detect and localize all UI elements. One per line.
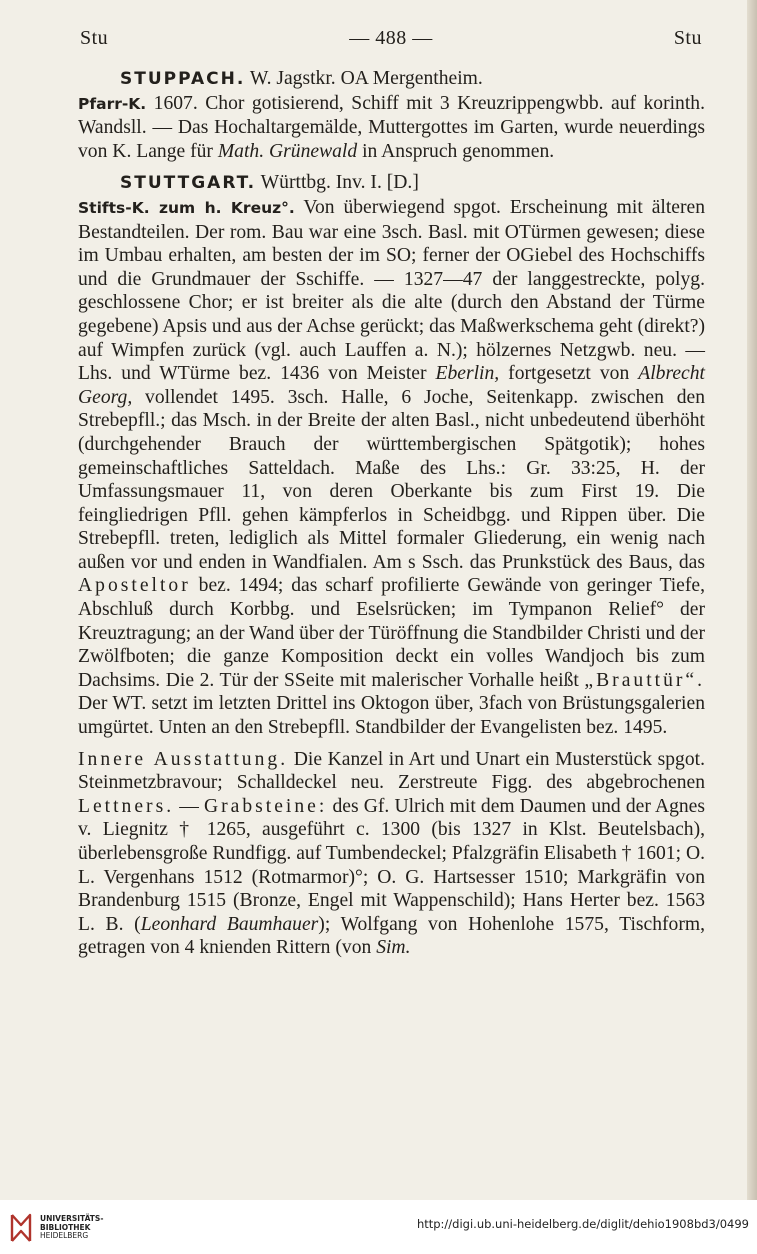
entry-text: fortgesetzt von [499,363,639,385]
page-edge-shadow [747,0,757,1200]
entry-stuttgart [78,171,705,739]
viewer-footer [0,1200,757,1254]
artist-name: Leonhard Baumhauer [140,913,319,935]
entry-text: Von überwiegend spgot. Erscheinung mit älteren Bestandteilen. Der rom. Bau war eine 3sch. Basl. mit OTürmen gewesen; diese im Umbau erhalten, am besten der im SO; ferner der OGiebel des Hochschiffs und die Grundmauer der Sschiffe. — 1327—47 der langgestreckte, polyg. geschlossene Chor; er ist breiter als die alte (durch den Abstand der Türme gegebene) Apsis und aus der Achse gerückt; das Maßwerkschema geht (direkt?) auf Wimpfen zurück (vgl. auch Lauffen a. N.); hölzernes Netzgwb. neu. — Lhs. und WTürme bez. 1436 von Meister [78,196,705,385]
permalink-url[interactable]: http://digi.ub.uni-heidelberg.de/diglit/dehio1908bd3/0499 [416,1217,749,1231]
entry-text: — [174,795,204,817]
entry-text: Der WT. setzt im letzten Drittel ins Oktogon über, 3fach von Brüstungsgalerien umgürtet. Unten an den Strebepfll. Standbilder der Evangelisten bez. 1495. [78,693,705,739]
entry-label: Stifts-K. zum h. Kreuz°. [78,198,295,217]
artist-name: Eberlin, [435,363,500,385]
logo-line: UNIVERSITÄTS- [40,1214,104,1223]
body-text [78,67,705,960]
entry-label: Pfarr-K. [78,94,147,113]
spaced-term: Grabsteine: [204,795,328,817]
entry-text: 1607. Chor gotisierend, Schiff mit 3 Kreuzrippengwbb. auf korinth. Wandsll. — Das Hochaltargemälde, Muttergottes im Garten, wurde neuerdings von K. Lange für [78,92,705,162]
entry-title: STUTTGART. [120,173,257,194]
page-number: — 488 — [349,27,433,49]
running-head-left: Stu [80,27,109,49]
library-logo-text [40,1215,103,1241]
entry-title: STUPPACH. [120,69,246,89]
artist-name: Albrecht Georg, [78,363,705,408]
entry-location: W. Jagstkr. OA Mergentheim. [245,68,483,89]
section-heading: Innere Ausstattung. [78,748,289,770]
entry-text: vollendet 1495. 3sch. Halle, 6 Joche, Seitenkapp. zwischen den Strebepfll.; das Msch. in der Breite der alten Basl., nicht unbedeutend überhöht (durchgehender Brauch der württembergischen Spätgotik); hohes gemeinschaftliches Satteldach. Maße des Lhs.: Gr. 33:25, H. der Umfassungsmauer 11, von deren Oberkante bis zum First 19. Die feingliedrigen Pfll. gehen kämpferlos in Scheidbgg. und Rippen über. Die Strebepfll. treten, lediglich als Mittel formaler Gliederung, ein wenig nach außen vor und enden in Wandfialen. Am s Ssch. das Prunkstück des Baus, das [78,386,705,573]
logo-line: BIBLIOTHEK [40,1222,91,1232]
logo-line: HEIDELBERG [40,1231,89,1240]
entry-text: bez. 1494; das scharf profilierte Gewände von geringer Tiefe, Abschluß durch Korbbg. und Eselsrücken; im Tympanon Relief° der Kreuztragung; an der Wand über der Türöffnung die Standbilder Christi und der Zwölfboten; die ganze Komposition deckt ein volles Wandjoch bis zum Dachsims. Die 2. Tür der SSeite mit malerischer Vorhalle heißt [78,575,705,691]
entry-text: Die Kanzel in Art und Unart ein Musterstück spgot. Steinmetzbravour; Schalldeckel neu. Zerstreute Figg. des abgebrochenen [78,748,705,794]
spaced-term: „Brauttür“. [584,669,705,691]
entry-location: Württbg. Inv. I. [D.] [256,172,419,194]
running-head [80,27,702,53]
running-head-right: Stu [673,27,702,49]
library-logo-icon [8,1211,34,1245]
section-interior [78,748,705,960]
entry-stuppach [78,67,705,163]
spaced-term: Lettners. [78,795,175,817]
entry-text: des Gf. Ulrich mit dem Daumen und der Agnes v. Liegnitz † 1265, ausgeführt c. 1300 (bis 1327 in Klst. Beutelsbach), überlebensgroße Rundfigg. auf Tumbendeckel; Pfalzgräfin Elisabeth † 1601; O. L. Vergenhans 1512 (Rotmarmor)°; O. G. Hartsesser 1510; Markgräfin von Brandenburg 1515 (Bronze, Engel mit Wappenschild); Hans Herter bez. 1563 L. B. ( [78,795,706,935]
artist-name: Sim. [376,937,411,959]
spaced-term: Aposteltor [78,575,191,597]
artist-name: Math. Grünewald [217,140,358,162]
entry-text: in Anspruch genommen. [357,140,555,162]
entry-text: ); Wolfgang von Hohenlohe 1575, Tischform, getragen von 4 knienden Rittern (von [78,913,705,959]
